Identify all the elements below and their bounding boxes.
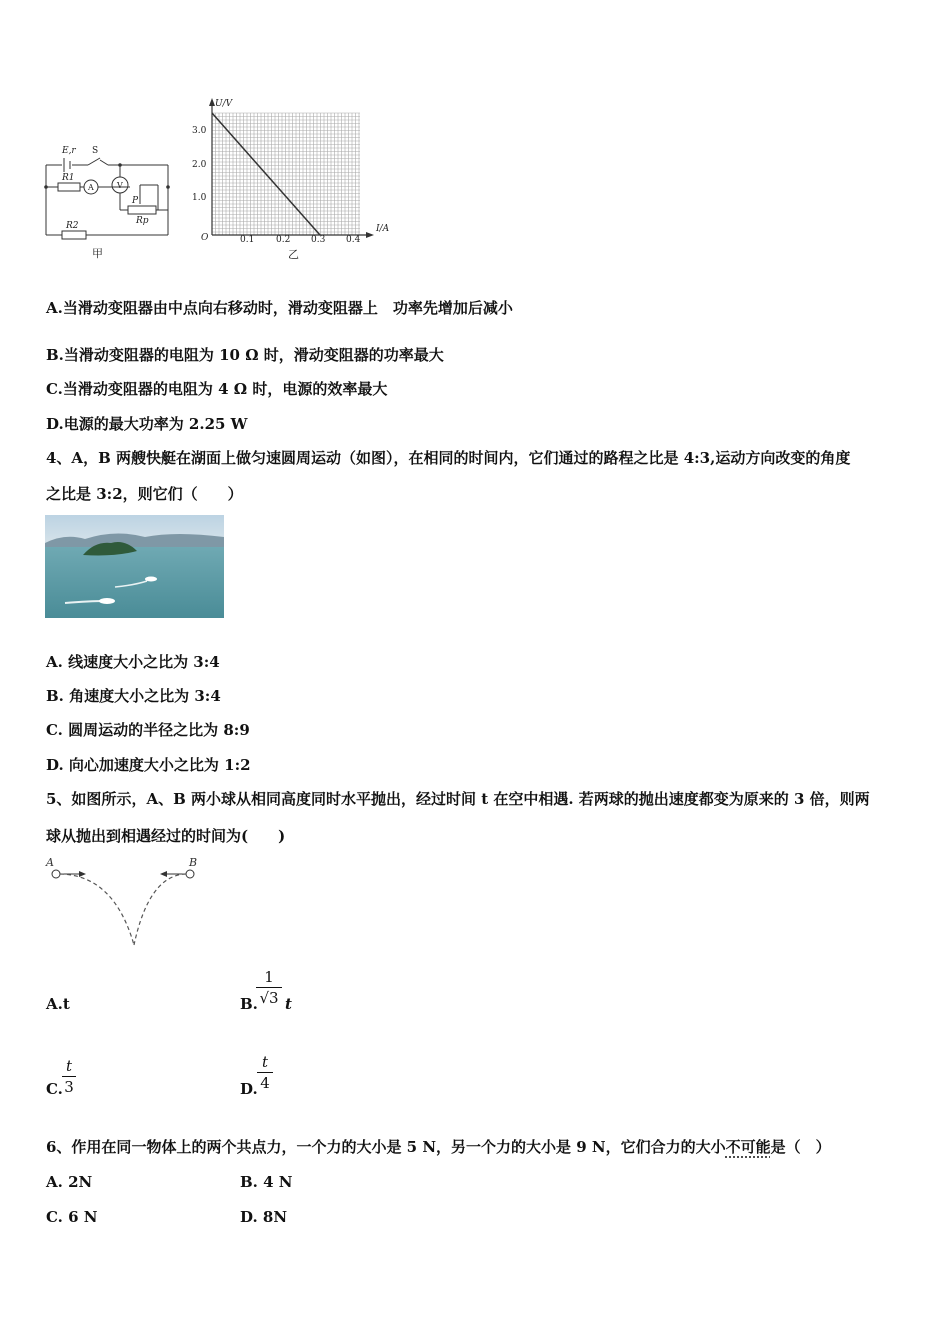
q5-stem-line1: 5、如图所示，A、B 两小球从相同高度同时水平抛出，经过时间 t 在空中相遇. 若两球的抛出速度都变为原来的 3 倍，则两 — [46, 790, 870, 808]
q5-option-d-prefix: D. — [240, 1080, 258, 1098]
q3-option-d: D.电源的最大功率为 2.25 W — [46, 415, 248, 433]
q4-option-b: B. 角速度大小之比为 3:4 — [46, 687, 221, 705]
x-tick: 0.1 — [240, 235, 255, 245]
q4-option-d: D. 向心加速度大小之比为 1:2 — [46, 756, 251, 774]
ball-b-label: B — [189, 856, 198, 869]
fraction-denominator: √3 — [259, 989, 279, 1007]
label-voltmeter: V — [117, 181, 123, 190]
q5-option-a: A.t — [46, 995, 70, 1013]
q6-stem — [46, 1137, 831, 1157]
circuit-diagram — [40, 140, 180, 265]
fraction-numerator: t — [65, 1057, 73, 1075]
q5-option-b-fraction — [256, 968, 282, 1007]
projectile-diagram — [44, 855, 206, 950]
circuit-caption: 甲 — [92, 247, 103, 260]
q6-stem-pre: 6、作用在同一物体上的两个共点力，一个力的大小是 5 N，另一个力的大小是 9 N，它们合力的大小 — [46, 1138, 726, 1156]
label-source: E,r — [62, 146, 76, 156]
q6-option-a: A. 2N — [46, 1173, 93, 1191]
speedboat-lake-photo — [45, 515, 224, 618]
fraction-numerator: t — [261, 1053, 269, 1071]
label-r1: R1 — [62, 173, 75, 183]
x-tick: 0.2 — [276, 235, 291, 245]
q6-stem-emphasis: 不可能 — [725, 1138, 771, 1156]
fraction-numerator: 1 — [264, 968, 274, 986]
y-tick: 2.0 — [192, 160, 207, 170]
q4-option-c: C. 圆周运动的半径之比为 8:9 — [46, 721, 250, 739]
x-axis-label: I/A — [376, 224, 390, 234]
label-ammeter: A — [88, 183, 94, 192]
q5-option-b-t: t — [285, 995, 292, 1013]
label-rp: Rp — [136, 216, 149, 226]
q5-option-b-prefix: B. — [240, 995, 258, 1013]
q5-option-d-fraction — [257, 1053, 273, 1092]
q5-stem-line2: 球从抛出到相遇经过的时间为( ) — [46, 827, 286, 845]
q5-option-c-fraction — [62, 1057, 76, 1096]
origin-label: O — [201, 233, 209, 243]
y-tick: 1.0 — [192, 193, 207, 203]
q6-option-b: B. 4 N — [240, 1173, 293, 1191]
x-tick: 0.4 — [346, 235, 361, 245]
q4-option-a: A. 线速度大小之比为 3:4 — [46, 653, 220, 671]
graph-caption: 乙 — [288, 248, 299, 261]
y-axis-label: U/V — [215, 99, 233, 109]
q6-option-c: C. 6 N — [46, 1208, 98, 1226]
label-p: P — [132, 196, 139, 206]
q6-stem-post: 是（ ） — [770, 1138, 831, 1156]
q5-option-c-prefix: C. — [46, 1080, 63, 1098]
fraction-denominator: 4 — [260, 1074, 270, 1092]
q3-option-a: A.当滑动变阻器由中点向右移动时，滑动变阻器上 功率先增加后减小 — [46, 299, 513, 317]
label-switch: S — [92, 146, 99, 156]
q3-option-b: B.当滑动变阻器的电阻为 10 Ω 时，滑动变阻器的功率最大 — [46, 346, 444, 364]
fraction-denominator: 3 — [64, 1078, 74, 1096]
ball-a-label: A — [46, 856, 54, 869]
y-tick: 3.0 — [192, 126, 207, 136]
q4-stem-line2: 之比是 3:2，则它们（ ） — [46, 485, 243, 503]
q3-option-c: C.当滑动变阻器的电阻为 4 Ω 时，电源的效率最大 — [46, 380, 388, 398]
x-tick: 0.3 — [311, 235, 326, 245]
q6-option-d: D. 8N — [240, 1208, 288, 1226]
ui-graph — [190, 95, 400, 267]
q4-stem-line1: 4、A，B 两艘快艇在湖面上做匀速圆周运动（如图），在相同的时间内，它们通过的路程之比是 4:3,运动方向改变的角度 — [46, 449, 851, 467]
label-r2: R2 — [66, 221, 79, 231]
